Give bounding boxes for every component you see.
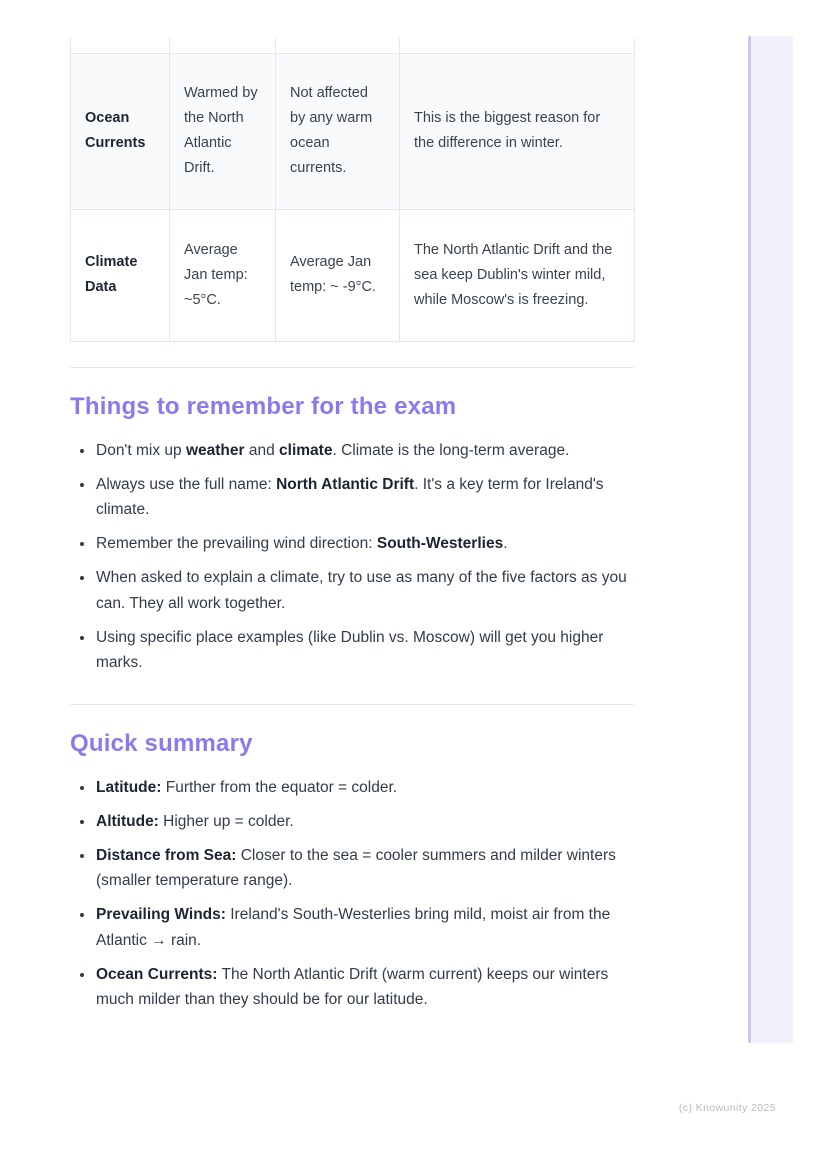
- table-row: [71, 38, 635, 53]
- list-item-bold-text: Latitude:: [96, 778, 162, 796]
- list-item-text: Further from the equator = colder.: [161, 778, 398, 796]
- climate-comparison-table-body: [71, 38, 635, 341]
- exam-tips-list: [70, 438, 634, 676]
- table-cell: This is the biggest reason for the difference in winter.: [400, 53, 635, 209]
- row-header-cell: Ocean Currents: [71, 53, 170, 209]
- list-item: [95, 565, 634, 616]
- list-item-bold-text: climate: [279, 441, 333, 459]
- list-item-text: Always use the full name:: [96, 475, 277, 493]
- table-cell: Not affected by any warm ocean currents.: [276, 53, 400, 209]
- list-item-text: . Climate is the long-term average.: [332, 441, 570, 459]
- table-row: [71, 209, 635, 341]
- section-quick-summary: [70, 729, 634, 1013]
- list-item: [95, 775, 634, 801]
- list-item-text: Remember the prevailing wind direction:: [96, 535, 377, 552]
- list-item-bold-text: South-Westerlies: [376, 535, 504, 552]
- table-row: [71, 53, 635, 209]
- list-item-text: Using specific place examples (like Dublin vs. Moscow) will get you higher marks.: [96, 628, 604, 671]
- section-heading-quick-summary: Quick summary: [70, 729, 253, 757]
- list-item: [95, 472, 634, 523]
- document-content-column: [70, 0, 634, 1021]
- row-header-cell: [71, 38, 170, 53]
- page-edge-decoration: [748, 36, 793, 1043]
- table-cell: [400, 38, 635, 53]
- list-item-text: When asked to explain a climate, try to use as many of the five factors as you can. They all work together.: [96, 569, 627, 612]
- list-item-bold-text: North Atlantic Drift: [276, 475, 415, 493]
- section-exam-tips: [70, 392, 634, 676]
- list-item-bold-text: Distance from Sea:: [96, 846, 237, 864]
- list-item: [95, 843, 634, 894]
- list-item-text: .: [503, 535, 508, 552]
- table-cell: [276, 38, 400, 53]
- section-divider: [70, 704, 634, 705]
- row-header-cell: Climate Data: [71, 209, 170, 341]
- list-item-text: The North Atlantic Drift (warm current) keeps our winters much milder than they should be for our latitude.: [96, 965, 609, 1008]
- list-item-text: Closer to the sea = cooler summers and milder winters (smaller temperature range).: [96, 846, 616, 889]
- table-cell: [170, 38, 276, 53]
- list-item: [95, 625, 634, 676]
- list-item-bold-text: Ocean Currents:: [96, 965, 218, 983]
- list-item: [95, 438, 634, 464]
- section-heading-exam-tips: Things to remember for the exam: [70, 392, 457, 420]
- table-cell: Average Jan temp: ~ -9°C.: [276, 209, 400, 341]
- table-cell: Warmed by the North Atlantic Drift.: [170, 53, 276, 209]
- list-item-bold-text: Altitude:: [96, 812, 159, 830]
- list-item-bold-text: Prevailing Winds:: [96, 906, 226, 923]
- list-item: [95, 902, 634, 953]
- list-item-text: Higher up = colder.: [158, 812, 294, 830]
- table-cell: Average Jan temp: ~5°C.: [170, 209, 276, 341]
- section-divider: [70, 367, 634, 368]
- climate-comparison-table: [70, 38, 635, 342]
- list-item-text: Don't mix up: [96, 441, 186, 459]
- table-cell: The North Atlantic Drift and the sea keep Dublin's winter mild, while Moscow's is freezing.: [400, 209, 635, 341]
- list-item-text: Ireland's South-Westerlies bring mild, moist air from the Atlantic → rain.: [96, 906, 611, 949]
- list-item-text: . It's a key term for Ireland's climate.: [96, 475, 604, 518]
- footer-credit: (c) Knowunity 2025: [678, 1102, 776, 1114]
- list-item: [95, 531, 634, 557]
- list-item: [95, 962, 634, 1013]
- list-item-bold-text: weather: [185, 441, 245, 459]
- list-item: [95, 809, 634, 835]
- quick-summary-list: [70, 775, 634, 1013]
- list-item-text: and: [244, 441, 280, 459]
